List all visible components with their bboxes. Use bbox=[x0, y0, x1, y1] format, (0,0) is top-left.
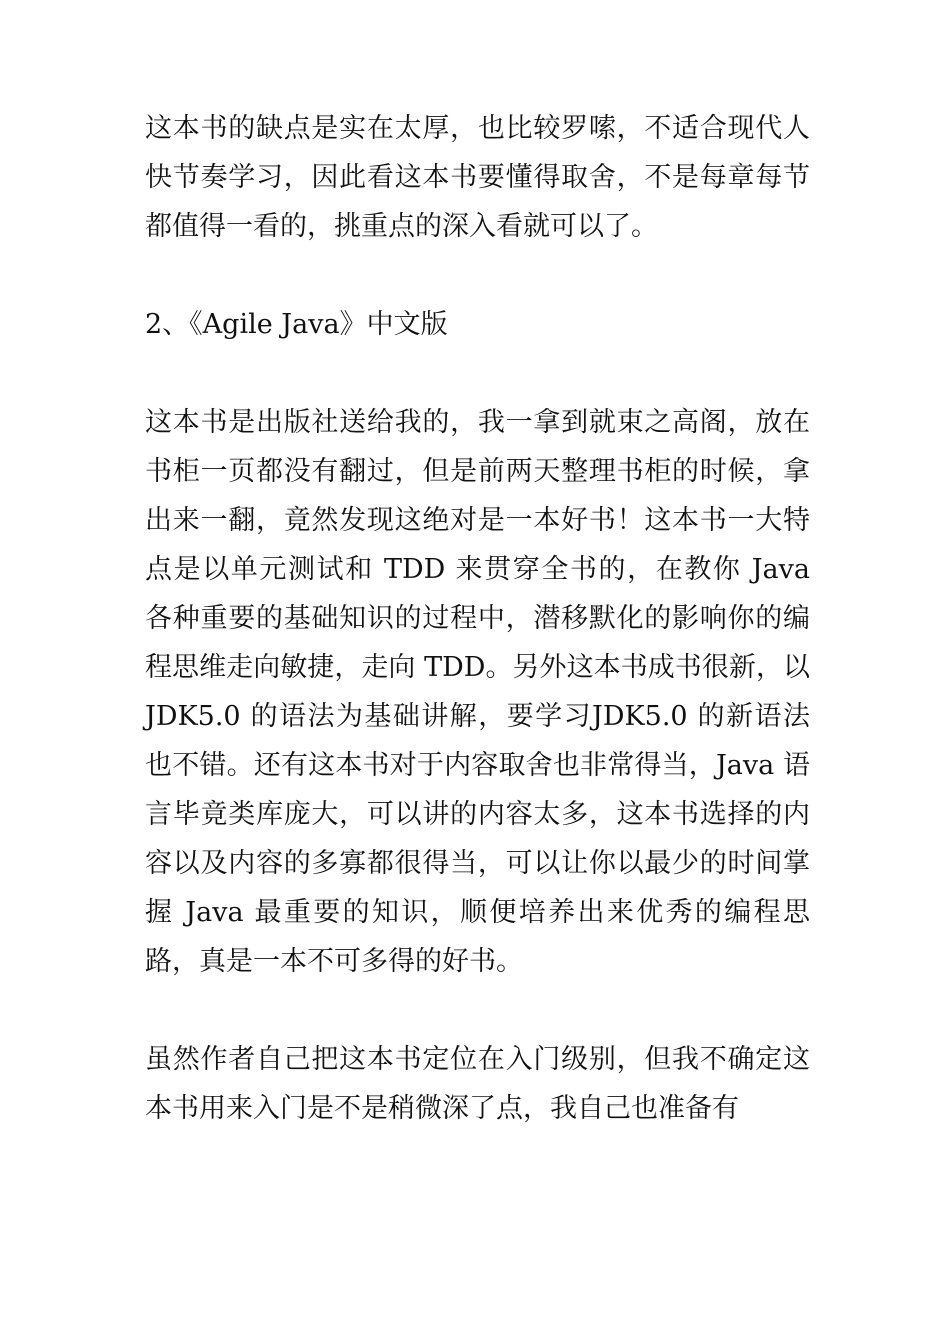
paragraph-section-heading-agile-java: 2、《Agile Java》中文版 bbox=[145, 309, 448, 340]
document-body bbox=[145, 104, 810, 1133]
paragraph-beginner-level-note: 虽然作者自己把这本书定位在入门级别，但我不确定这本书用来入门是不是稍微深了点，我自己也准备有 bbox=[145, 1044, 810, 1124]
paragraph-agile-java-review: 这本书是出版社送给我的，我一拿到就束之高阁，放在书柜一页都没有翻过，但是前两天整理书柜的时候，拿出来一翻，竟然发现这绝对是一本好书！这本书一大特点是以单元测试和 TDD 来贯穿全书的，在教你 Java 各种重要的基础知识的过程中，潜移默化的影响你的编程思维走向敏捷，走向 TDD。另外这本书成书很新，以 JDK5.0 的语法为基础讲解，要学习JDK5.0 的新语法也不错。还有这本书对于内容取舍也非常得当，Java 语言毕竟类库庞大，可以讲的内容太多，这本书选择的内容以及内容的多寡都很得当，可以让你以最少的时间掌握 Java 最重要的知识，顺便培养出来优秀的编程思路，真是一本不可多得的好书。 bbox=[145, 407, 810, 977]
paragraph-book-drawbacks: 这本书的缺点是实在太厚，也比较罗嗦，不适合现代人快节奏学习，因此看这本书要懂得取舍，不是每章每节都值得一看的，挑重点的深入看就可以了。 bbox=[145, 113, 810, 242]
